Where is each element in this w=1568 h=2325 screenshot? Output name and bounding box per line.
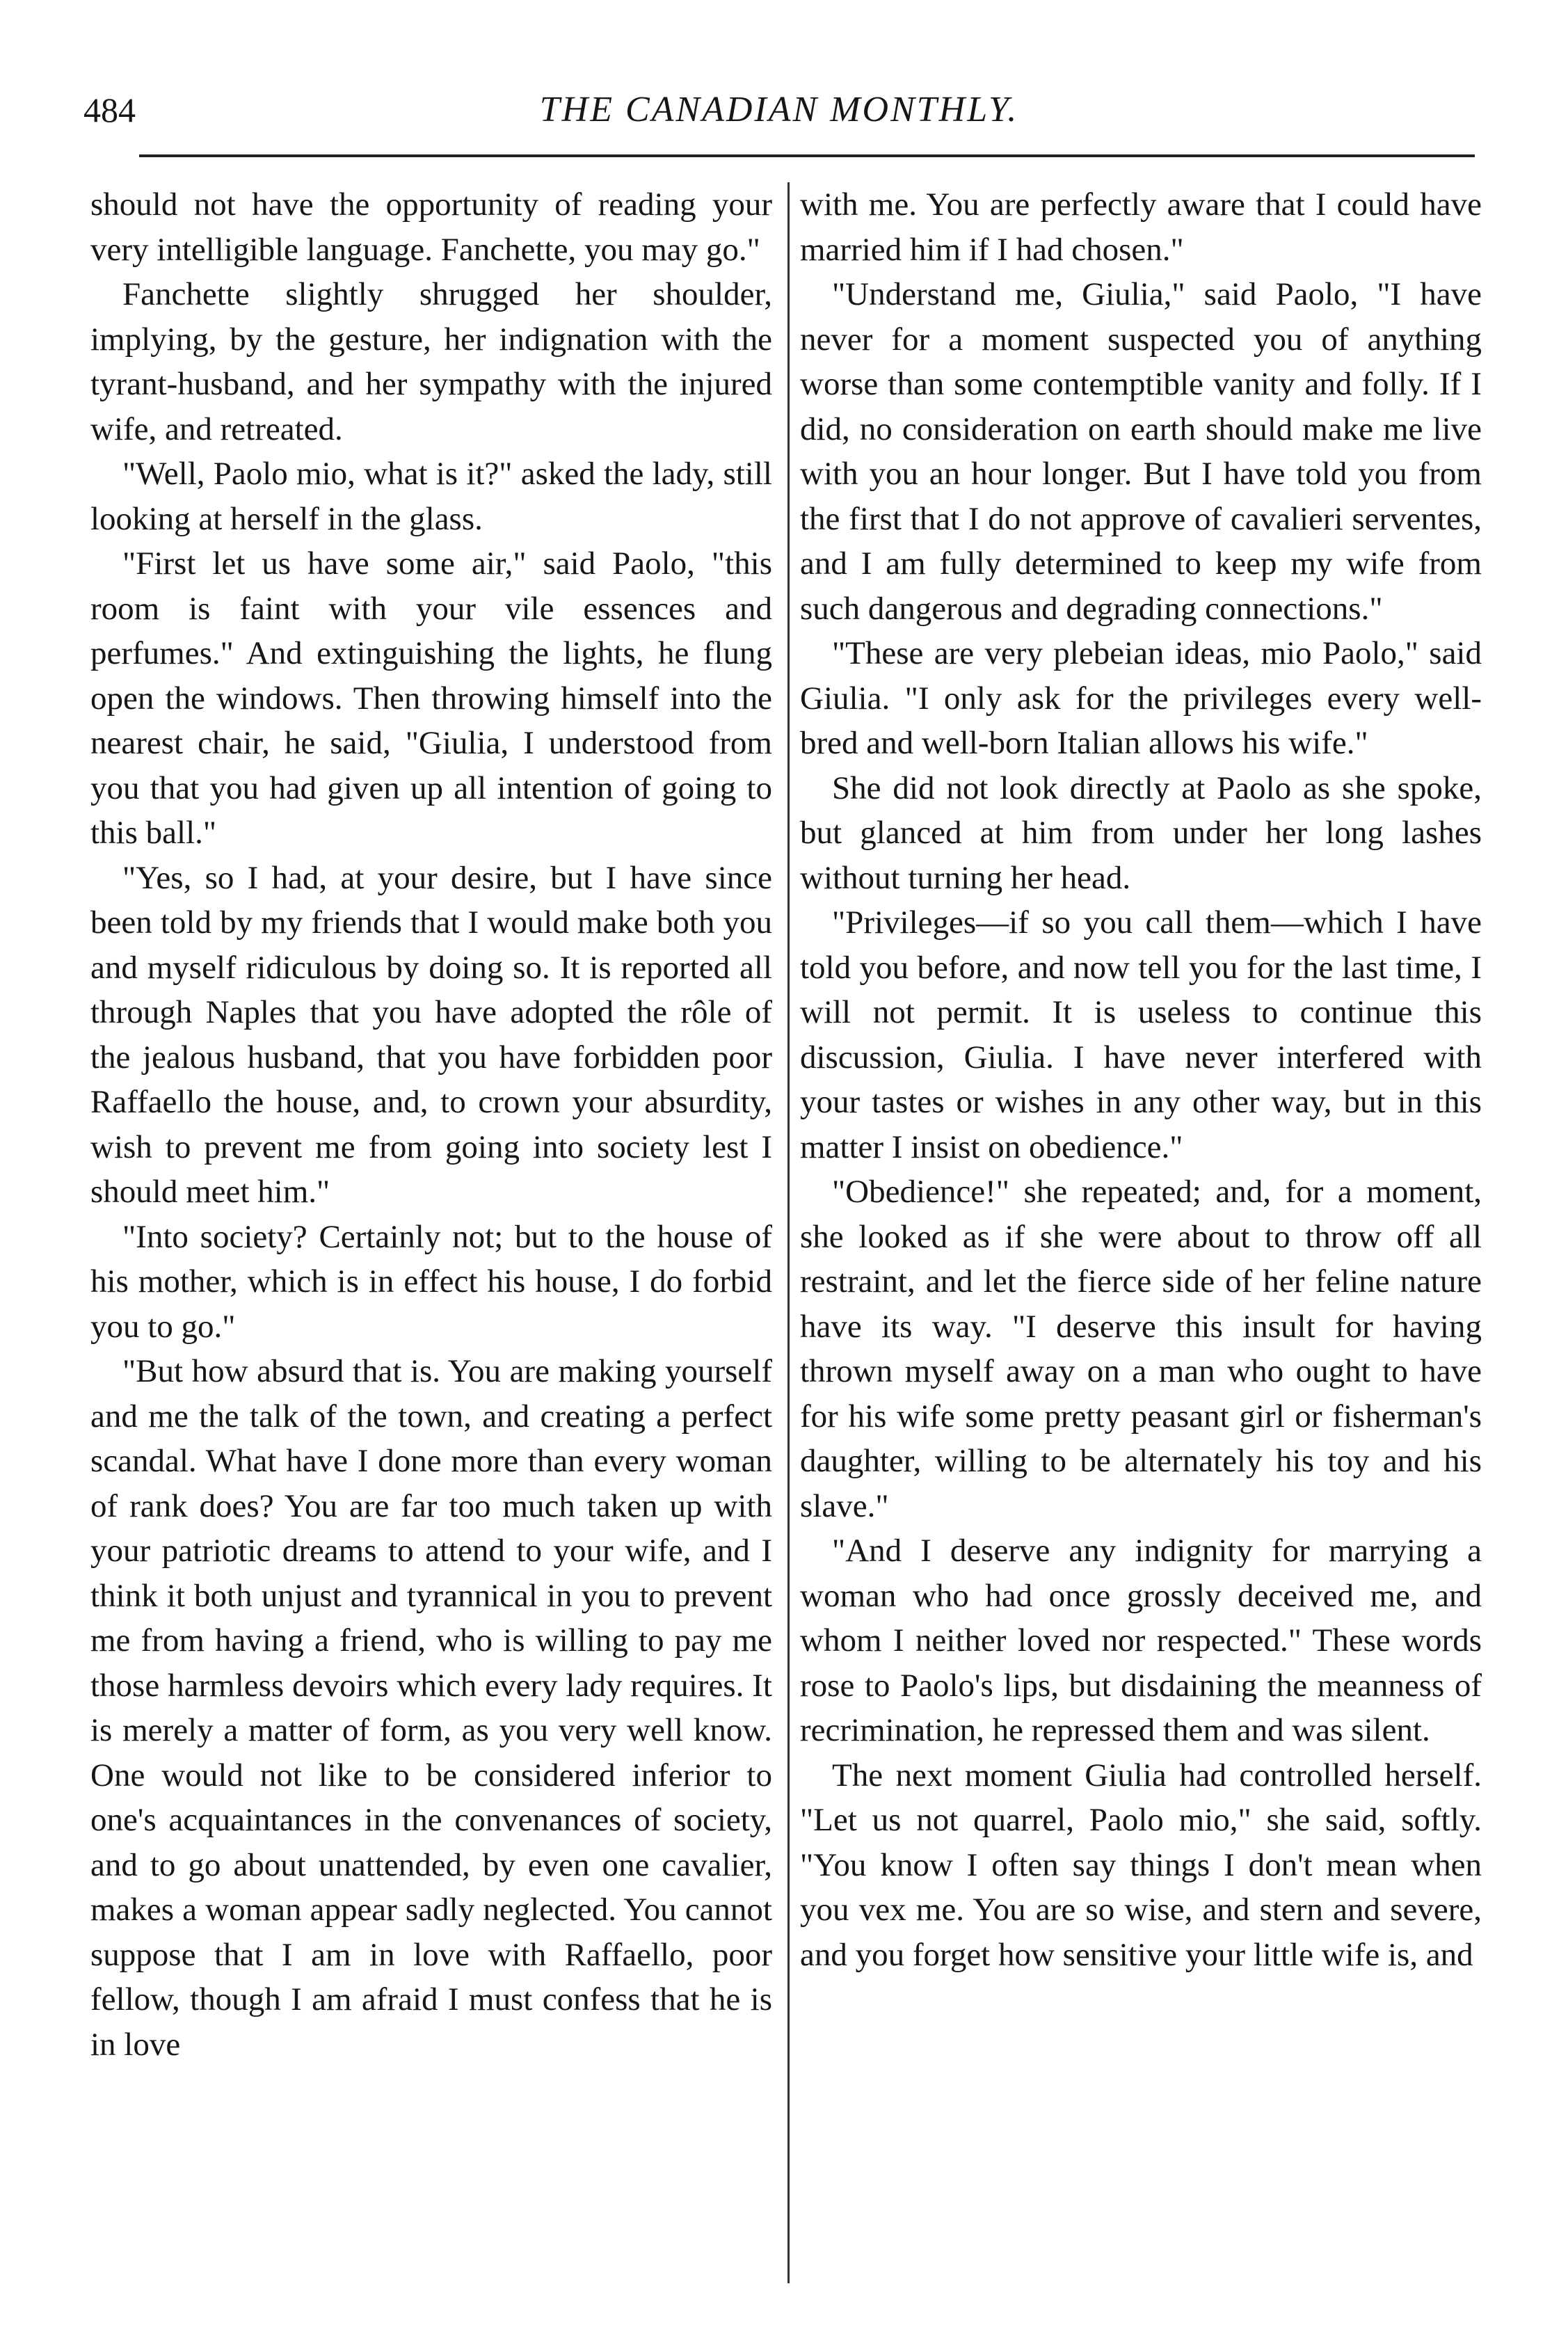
header-rule	[139, 154, 1475, 157]
paragraph: She did not look directly at Paolo as she spoke, but glanced at him from under her long lashes without turning her head.	[800, 769, 1482, 896]
paragraph: Fanchette slightly shrugged her shoulder, implying, by the gesture, her indignation with the tyrant-husband, and her sympathy with the injured wife, and retreated.	[90, 276, 772, 447]
paragraph: "Well, Paolo mio, what is it?" asked the lady, still looking at herself in the glass.	[90, 456, 772, 537]
paragraph: should not have the opportunity of reading your very intelligible language. Fanchette, you may go."	[90, 186, 772, 268]
paragraph: "Understand me, Giulia," said Paolo, "I have never for a moment suspected you of anything worse than some contemptible vanity and folly. If I did, no consideration on earth should make me live with you an hour longer. But I have told you from the first that I do not approve of cavalieri serventes, and I am fully determined to keep my wife from such dangerous and degrading connections."	[800, 276, 1482, 627]
paragraph: with me. You are perfectly aware that I could have married him if I had chosen."	[800, 186, 1482, 268]
paragraph: "First let us have some air," said Paolo, "this room is faint with your vile essences and perfumes." And extinguishing the lights, he flung open the windows. Then throwing himself into the nearest chair, he said, "Giulia, I understood from you that you had given up all intention of going to this ball."	[90, 545, 772, 851]
paragraph: "Privileges—if so you call them—which I have told you before, and now tell you for the last time, I will not permit. It is useless to continue this discussion, Giulia. I have never interfered with your tastes or wishes in any other way, but in this matter I insist on obedience."	[800, 904, 1482, 1165]
right-column	[800, 182, 1482, 1977]
paragraph: The next moment Giulia had controlled herself. "Let us not quarrel, Paolo mio," she said, softly. "You know I often say things I don't mean when you vex me. You are so wise, and stern and severe, and you forget how sensitive your little wife is, and	[800, 1757, 1482, 1973]
page-number: 484	[83, 90, 136, 129]
paragraph: "Obedience!" she repeated; and, for a moment, she looked as if she were about to throw off all restraint, and let the fierce side of her feline nature have its way. "I deserve this insult for having thrown myself away on a man who ought to have for his wife some pretty peasant girl or fisherman's daughter, willing to be alternately his toy and his slave."	[800, 1174, 1482, 1524]
paragraph: "And I deserve any indignity for marrying a woman who had once grossly deceived me, and whom I neither loved nor respected." These words rose to Paolo's lips, but disdaining the meanness of recrimination, he repressed them and was silent.	[800, 1533, 1482, 1748]
left-column	[90, 182, 772, 2067]
running-title: THE CANADIAN MONTHLY.	[539, 90, 1019, 129]
column-rule	[787, 182, 790, 2283]
paragraph: "Into society? Certainly not; but to the house of his mother, which is in effect his house, I do forbid you to go."	[90, 1218, 772, 1345]
paragraph: "Yes, so I had, at your desire, but I have since been told by my friends that I would make both you and myself ridiculous by doing so. It is reported all through Naples that you have adopted the rôle of the jealous husband, that you have forbidden poor Raffaello the house, and, to crown your absurdity, wish to prevent me from going into society lest I should meet him."	[90, 859, 772, 1210]
paragraph: "But how absurd that is. You are making yourself and me the talk of the town, and creating a perfect scandal. What have I done more than every woman of rank does? You are far too much taken up with your patriotic dreams to attend to your wife, and I think it both unjust and tyrannical in you to prevent me from having a friend, who is willing to pay me those harmless devoirs which every lady requires. It is merely a matter of form, as you very well know. One would not like to be considered inferior to one's acquaintances in the convenances of society, and to go about unattended, by even one cavalier, makes a woman appear sadly neglected. You cannot suppose that I am in love with Raffaello, poor fellow, though I am afraid I must confess that he is in love	[90, 1353, 772, 2063]
page-header	[83, 82, 1475, 138]
paragraph: "These are very plebeian ideas, mio Paolo," said Giulia. "I only ask for the privileges every well-bred and well-born Italian allows his wife."	[800, 635, 1482, 761]
